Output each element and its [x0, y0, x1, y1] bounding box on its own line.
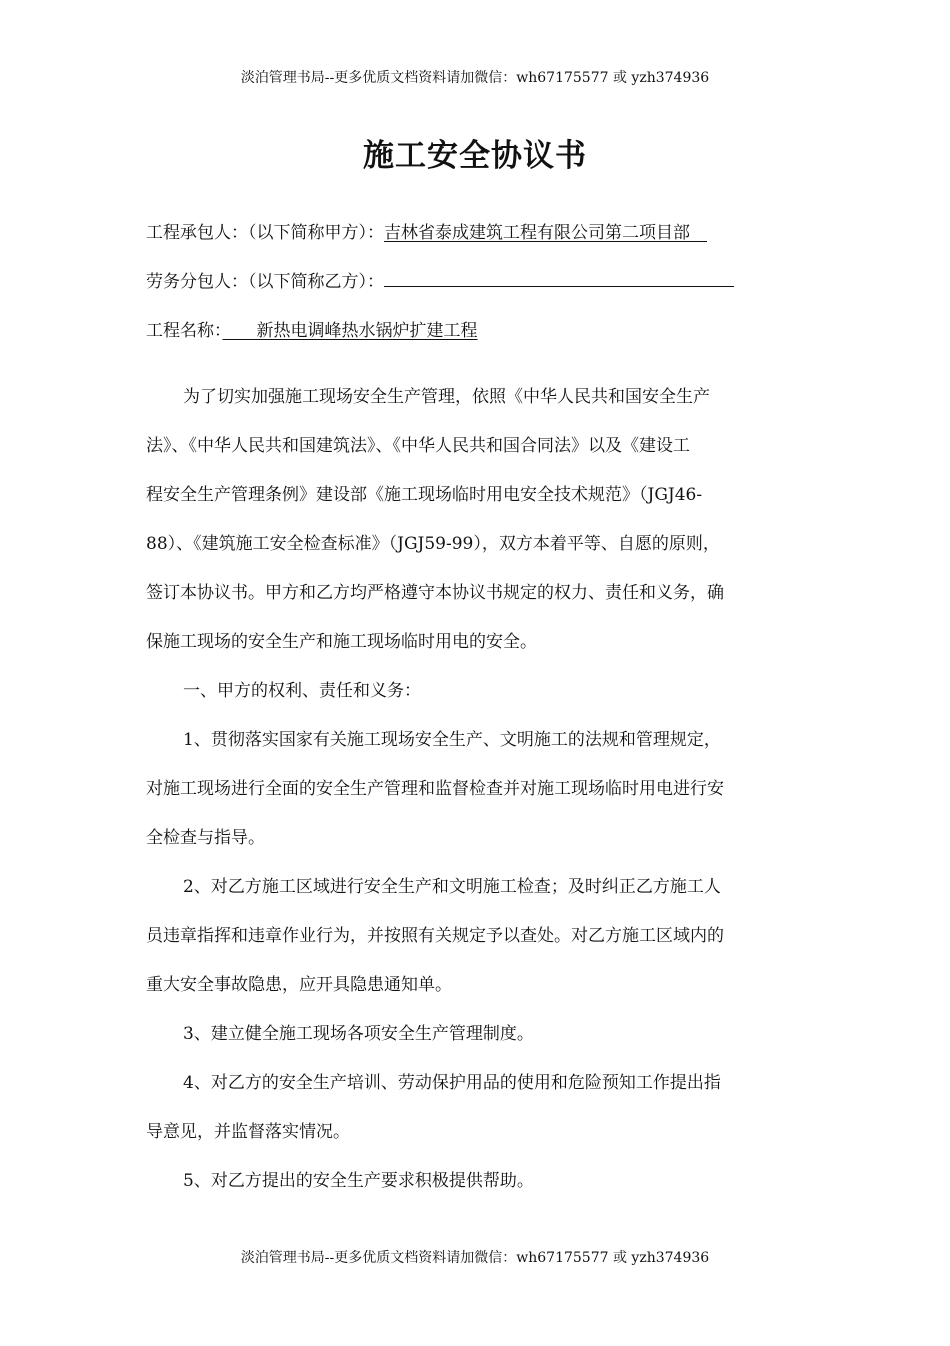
document-title: 施工安全协议书	[363, 138, 587, 174]
party-b-blank	[384, 272, 734, 287]
paragraph-line: 保施工现场的安全生产和施工现场临时用电的安全。	[146, 632, 537, 652]
paragraph-line: 法》、《中华人民共和国建筑法》、《中华人民共和国合同法》以及《建设工	[146, 436, 690, 456]
section-heading: 一、甲方的权利、责任和义务：	[183, 681, 421, 701]
project-line	[146, 316, 478, 341]
paragraph-line: 重大安全事故隐患，应开具隐患通知单。	[146, 975, 452, 995]
paragraph-line: 员违章指挥和违章作业行为，并按照有关规定予以查处。对乙方施工区域内的	[146, 926, 724, 946]
paragraph-line: 对施工现场进行全面的安全生产管理和监督检查并对施工现场临时用电进行安	[146, 779, 724, 799]
party-a-value: 吉林省泰成建筑工程有限公司第二项目部	[384, 223, 707, 243]
page-footer: 淡泊管理书局--更多优质文档资料请加微信：wh67175577 或 yzh374936	[240, 1250, 710, 1266]
paragraph-line: 4、对乙方的安全生产培训、劳动保护用品的使用和危险预知工作提出指	[183, 1073, 721, 1093]
party-b-label: 劳务分包人：（以下简称乙方）：	[146, 272, 384, 292]
paragraph-line: 程安全生产管理条例》建设部《施工现场临时用电安全技术规范》（JGJ46-	[146, 485, 703, 505]
party-a-line	[146, 218, 707, 243]
page-header: 淡泊管理书局--更多优质文档资料请加微信：wh67175577 或 yzh374936	[240, 70, 710, 86]
project-label: 工程名称：	[146, 321, 223, 341]
paragraph-line: 5、对乙方提出的安全生产要求积极提供帮助。	[183, 1171, 534, 1191]
body-text	[146, 373, 806, 1206]
paragraph-line: 导意见，并监督落实情况。	[146, 1122, 350, 1142]
paragraph-line: 全检查与指导。	[146, 828, 265, 848]
project-value: 新热电调峰热水锅炉扩建工程	[222, 321, 478, 341]
paragraph-line: 为了切实加强施工现场安全生产管理，依照《中华人民共和国安全生产	[183, 387, 710, 407]
paragraph-line: 88）、《建筑施工安全检查标准》（JGJ59-99），双方本着平等、自愿的原则，	[146, 534, 720, 554]
party-b-line	[146, 267, 734, 292]
paragraph-line: 签订本协议书。甲方和乙方均严格遵守本协议书规定的权力、责任和义务，确	[146, 583, 724, 603]
paragraph-line: 2、对乙方施工区域进行安全生产和文明施工检查；及时纠正乙方施工人	[183, 877, 721, 897]
paragraph-line: 1、贯彻落实国家有关施工现场安全生产、文明施工的法规和管理规定，	[183, 730, 721, 750]
paragraph-line: 3、建立健全施工现场各项安全生产管理制度。	[183, 1024, 534, 1044]
party-a-label: 工程承包人：（以下简称甲方）：	[146, 223, 384, 243]
